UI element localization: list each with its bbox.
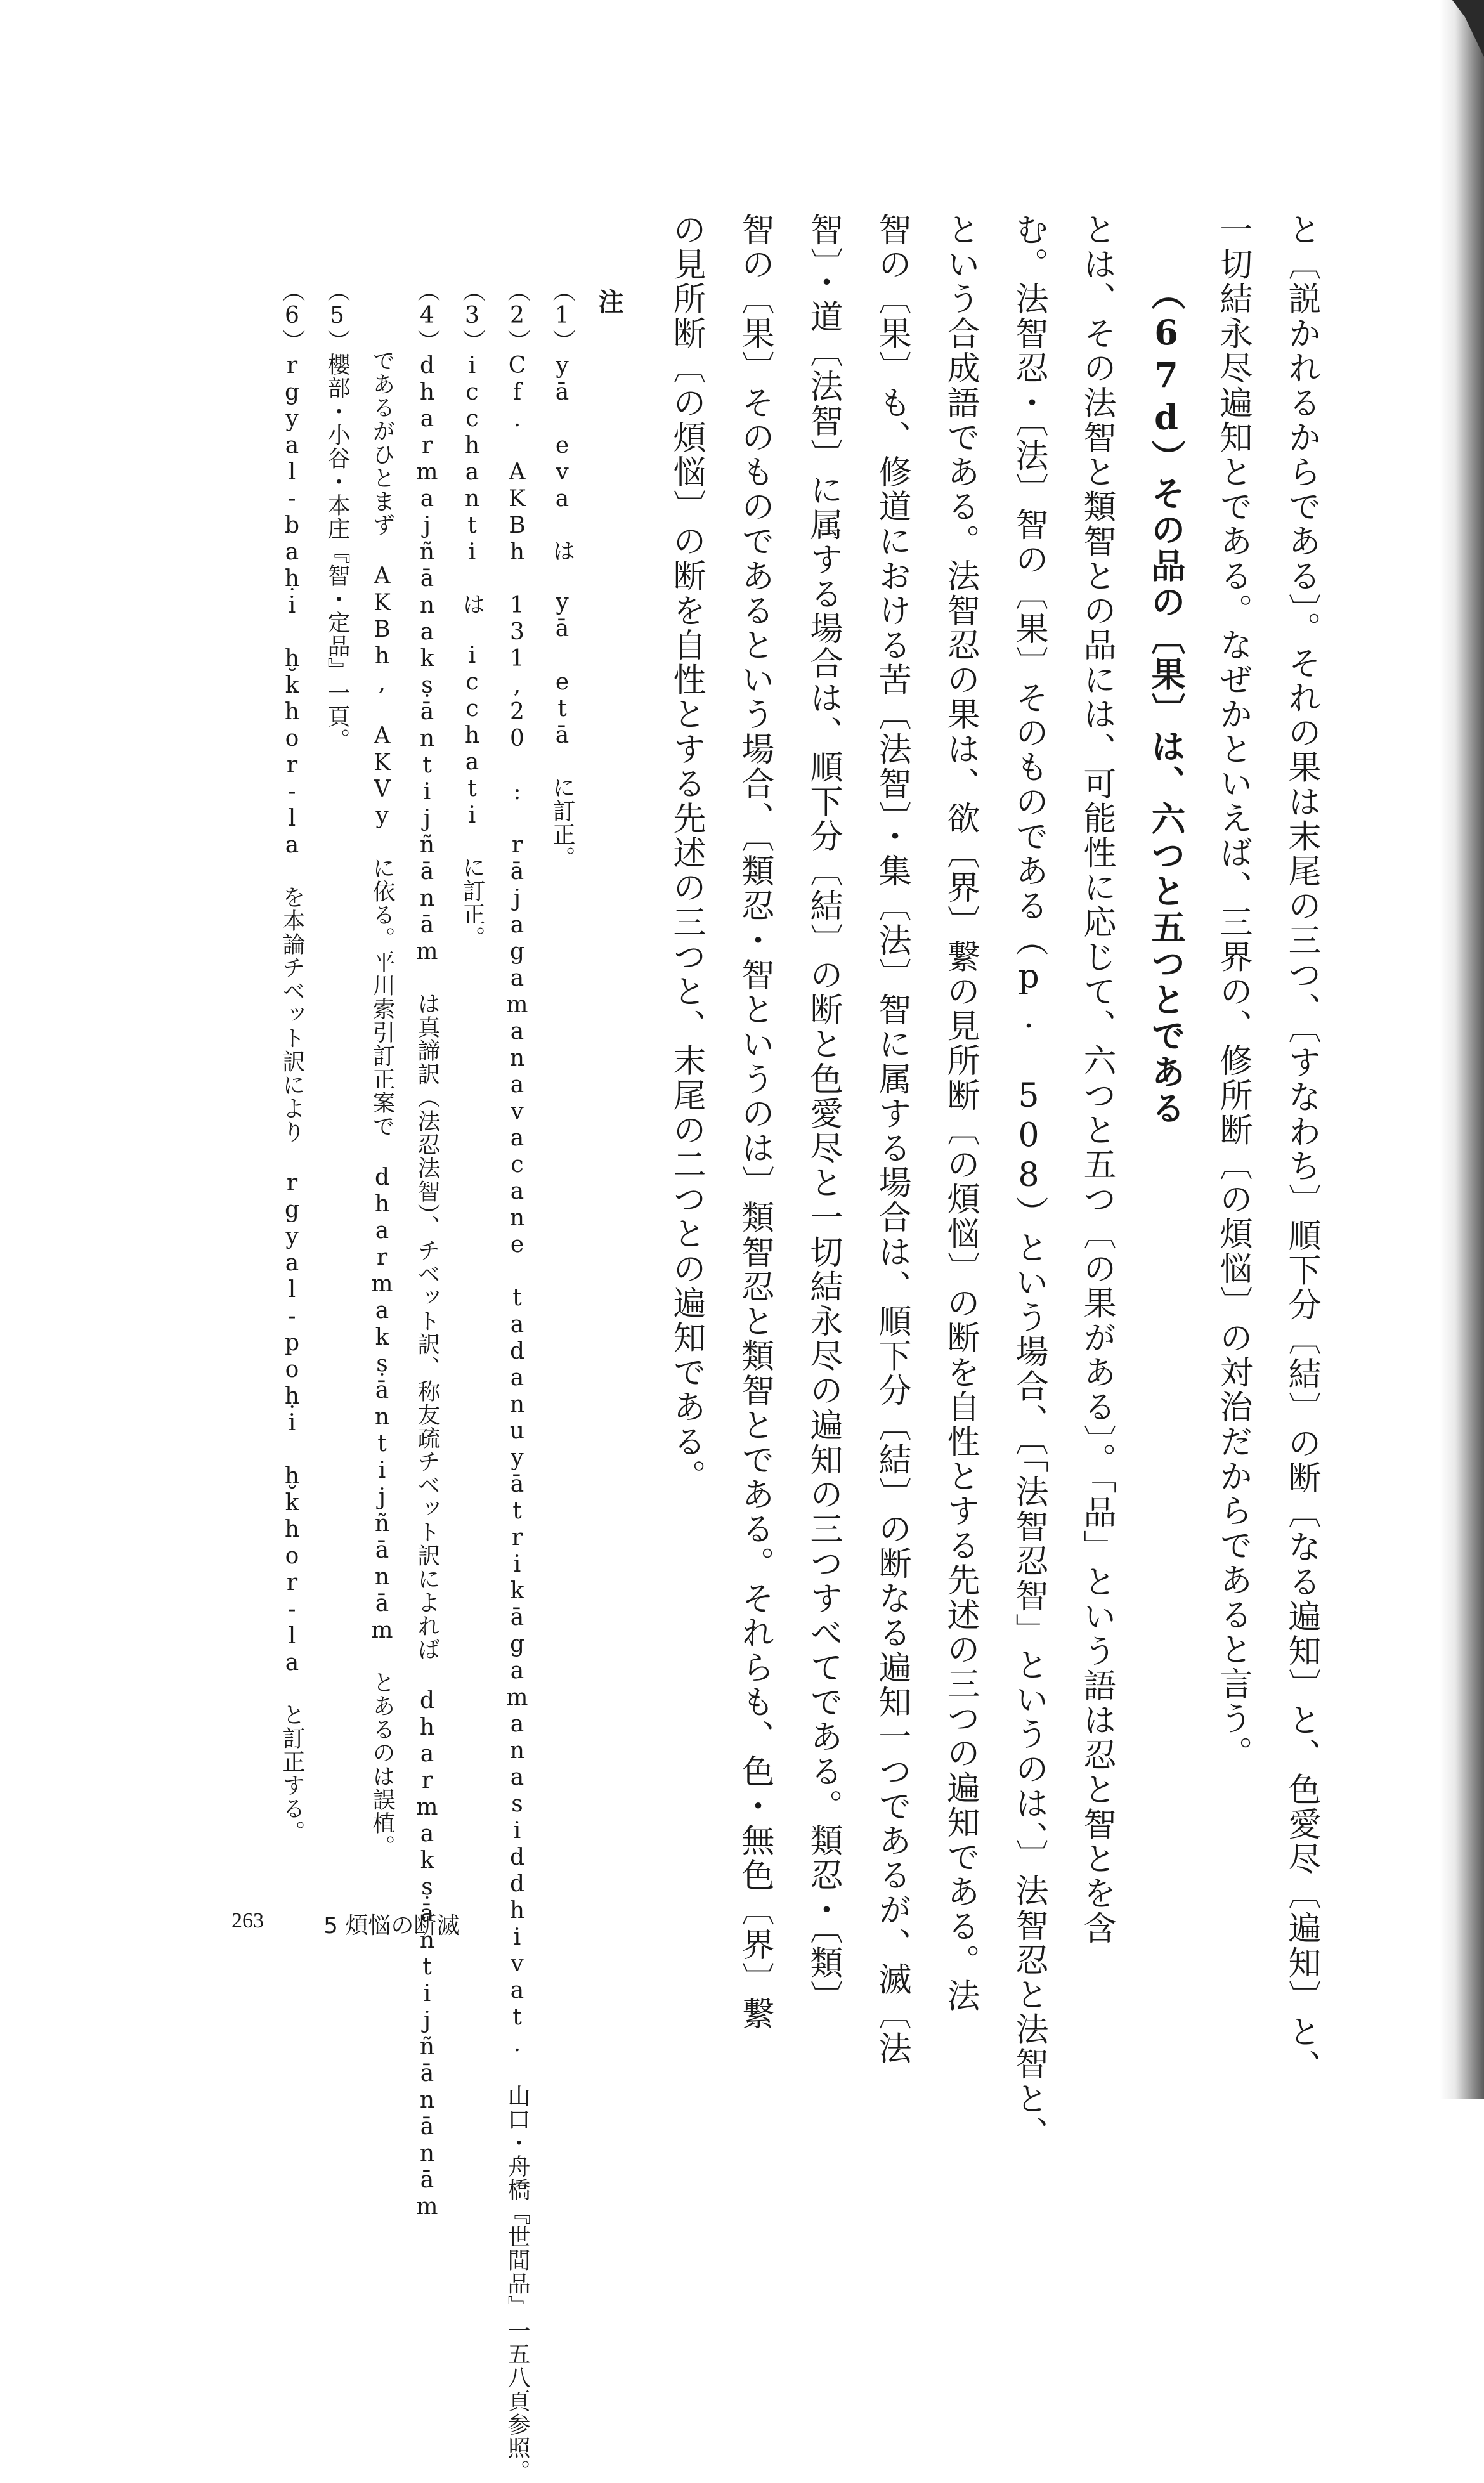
- note-item: （6）rgyal-baḥi ḫkhor-la を本論チベット訳により rgyal-poḥi ḫkhor-la と訂正する。: [279, 279, 305, 1844]
- main-text-line: む。法智忍・〔法〕智の〔果〕そのものである（p. 508）という場合、〔「法智忍智」というのは、〕法智忍と法智と、: [1010, 212, 1048, 2151]
- page-number: 263: [231, 1909, 264, 1932]
- main-text-line: 智の〔果〕も、修道における苦〔法智〕・集〔法〕智に属する場合は、順下分〔結〕の断なる遍知一つであるが、滅〔法: [873, 212, 911, 2066]
- main-text-line: の見所断〔の煩悩〕の断を自性とする先述の三つと、末尾の二つとの遍知である。: [667, 212, 705, 1494]
- main-text-line: と〔説かれるからである〕。それの果は末尾の三つ、〔すなわち〕順下分〔結〕の断〔なる遍知〕と、色愛尽〔遍知〕と、: [1282, 212, 1320, 2084]
- main-text-line: 智〕・道〔法智〕に属する場合は、順下分〔結〕の断と色愛尽と一切結永尽の遍知の三つすべてである。類忍・〔類〕: [804, 212, 842, 2015]
- note-item: （2）Cf. AKBh 131,20 : rājagamanavacane tadanuyātrikāgamanasiddhivat. 山口・舟橋『世間品』一五八頁参照。: [504, 279, 530, 2483]
- note-item-continued: であるがひとまず AKBh, AKVy に依る。平川索引訂正案で dharmakṣāntijñānām とあるのは誤植。: [369, 349, 395, 1858]
- chapter-title: 5 煩悩の断滅: [323, 1913, 460, 1939]
- main-text-line: とは、その法智と類智との品には、可能性に応じて、六つと五つ〔の果がある〕。「品」という語は忍と智とを含: [1077, 212, 1116, 1946]
- scan-binding-edge: [1440, 0, 1484, 2099]
- main-text-line: という合成語である。法智忍の果は、欲〔界〕繋の見所断〔の煩悩〕の断を自性とする先述の三つの遍知である。法: [941, 212, 979, 2014]
- note-item: （1）yā eva は yā etā に訂正。: [549, 279, 575, 870]
- main-text-line: 一切結永尽遍知とである。なぜかといえば、三界の、修所断〔の煩悩〕の対治だからであると言う。: [1214, 212, 1252, 1771]
- notes-title: 注: [594, 289, 624, 314]
- note-item: （5）櫻部・小谷・本庄『智・定品』一頁。: [324, 279, 350, 752]
- verse-heading: （67d）その品の〔果〕は、六つと五つとである: [1146, 276, 1187, 1126]
- note-item: （4）dharmajñānakṣāntijñānām は真諦訳（法忍法智）、チベット訳、称友疏チベット訳によれば dharmakṣāntijñānānām: [414, 279, 440, 2220]
- main-text-line: 智の〔果〕そのものであるという場合、〔類忍・智というのは〕類智忍と類智とである。それらも、色・無色〔界〕繋: [736, 212, 774, 2031]
- note-item: （3）icchanti は icchati に訂正。: [459, 279, 485, 949]
